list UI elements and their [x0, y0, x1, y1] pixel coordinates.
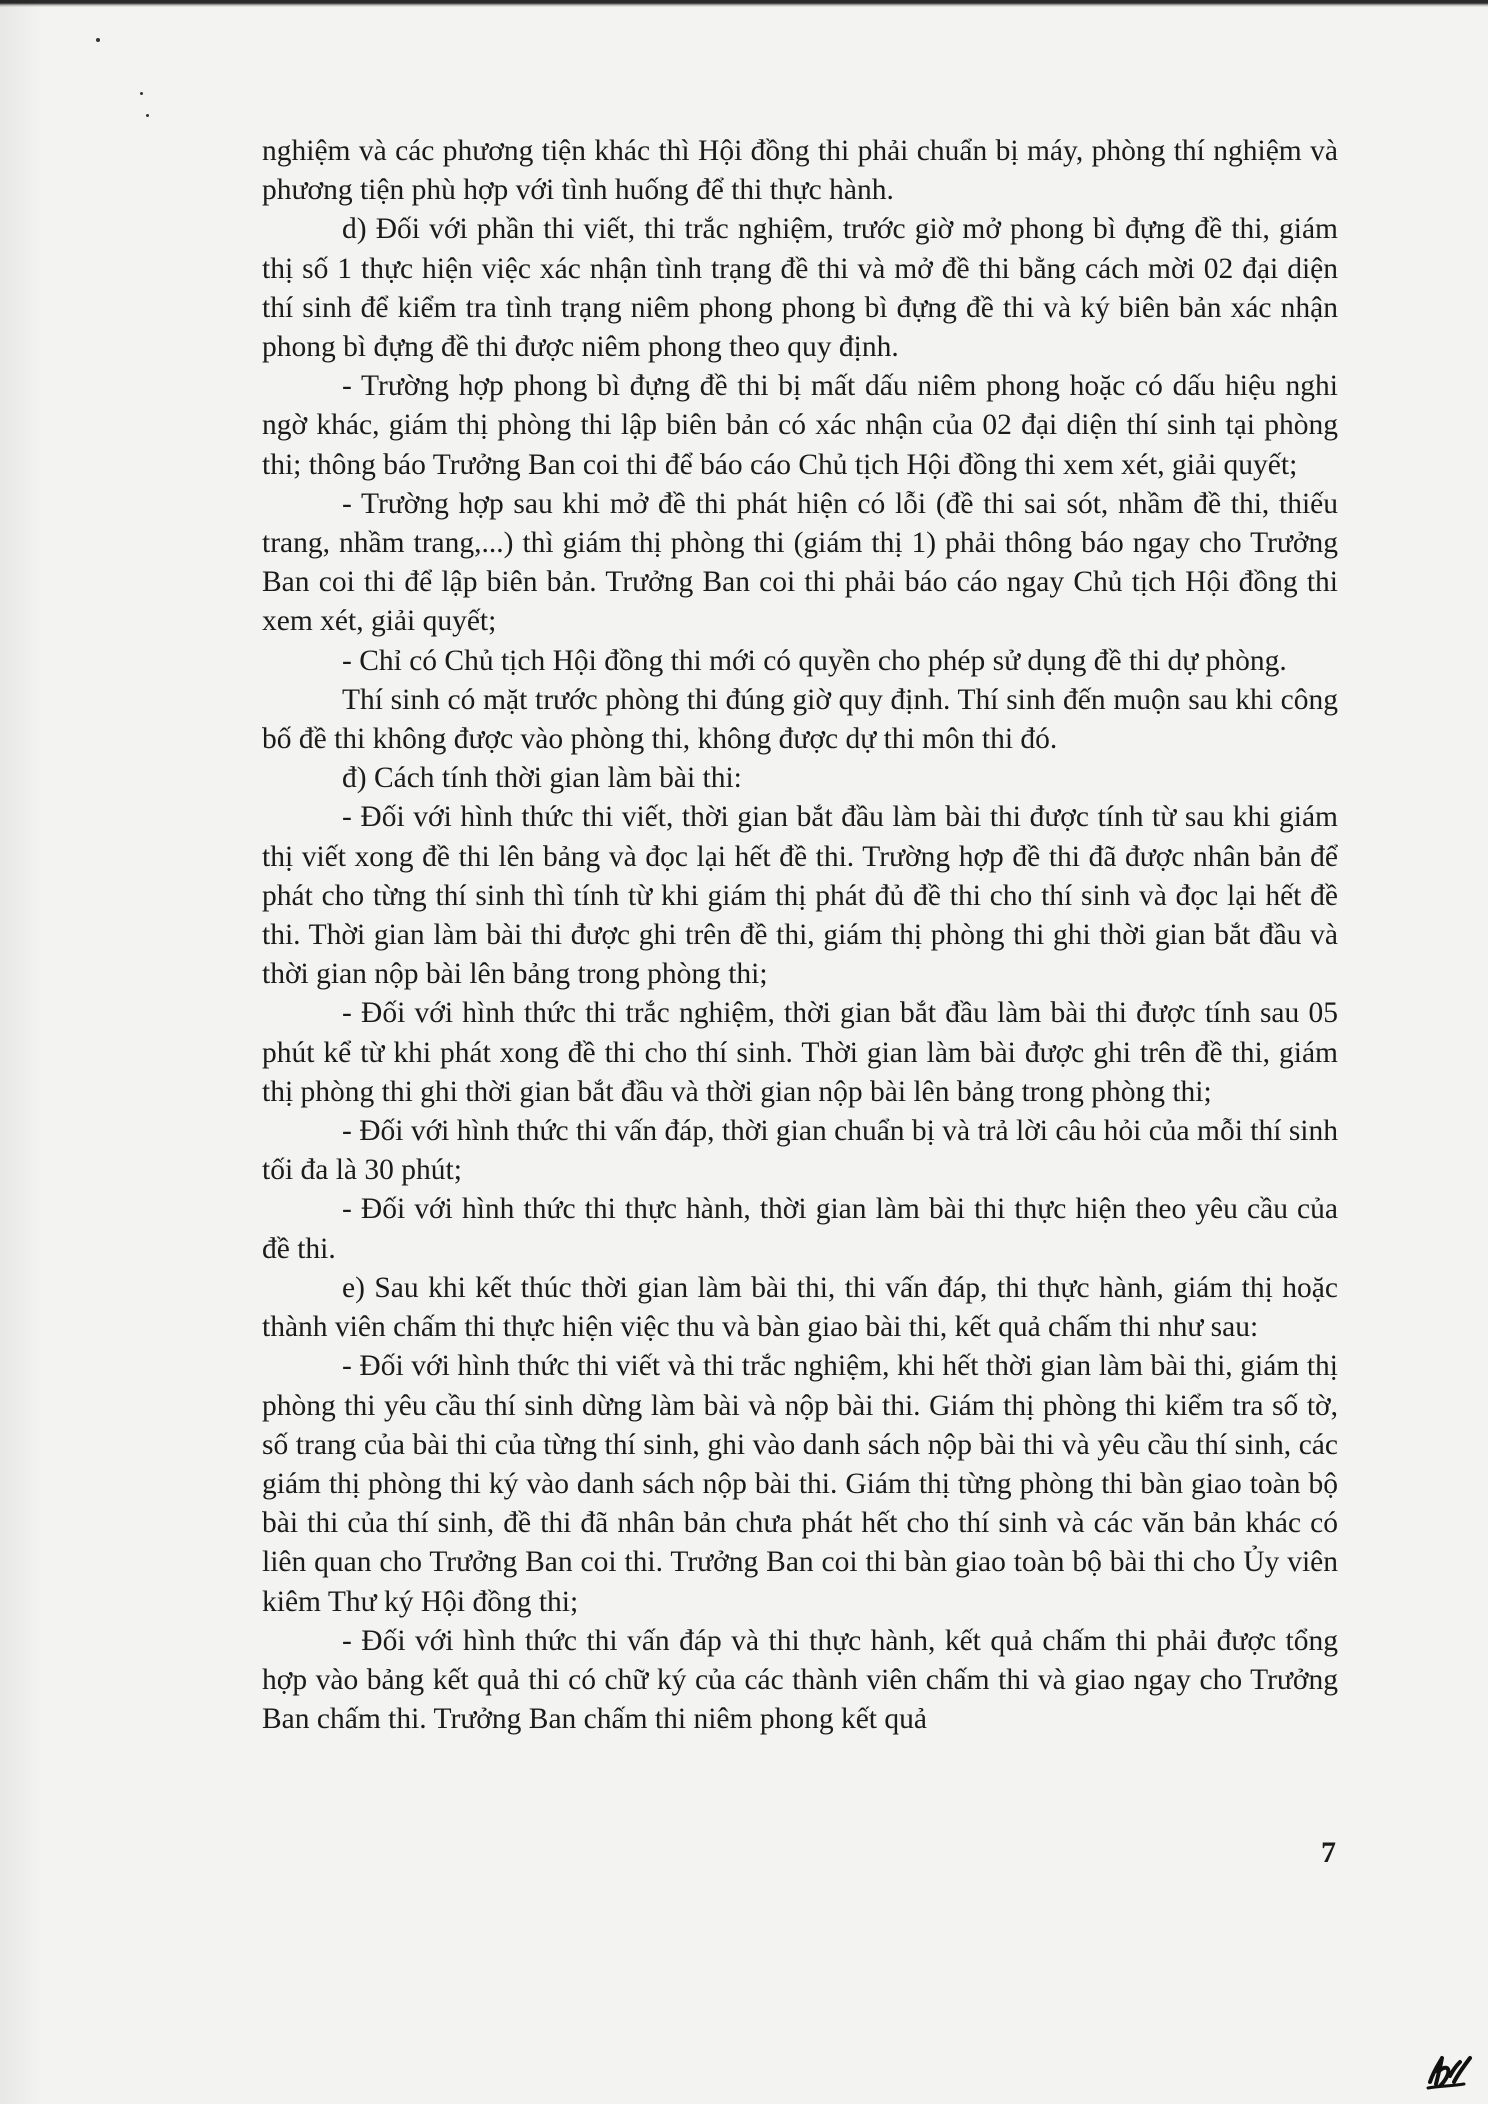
scan-speck	[96, 38, 100, 42]
paragraph: d) Đối với phần thi viết, thi trắc nghiệm, trước giờ mở phong bì đựng đề thi, giám thị số 1 thực hiện việc xác nhận tình trạng đề thi và mở đề thi bằng cách mời 02 đại diện thí sinh để kiểm tra tình trạng niêm phong phong bì đựng đề thi và ký biên bản xác nhận phong bì đựng đề thi được niêm phong theo quy định.	[262, 213, 1338, 364]
paragraph: - Đối với hình thức thi viết và thi trắc nghiệm, khi hết thời gian làm bài thi, giám thị phòng thi yêu cầu thí sinh dừng làm bài và nộp bài thi. Giám thị phòng thi kiểm tra số tờ, số trang của bài thi của từng thí sinh, ghi vào danh sách nộp bài thi và yêu cầu thí sinh, các giám thị phòng thi ký vào danh sách nộp bài thi. Giám thị từng phòng thi bàn giao toàn bộ bài thi của thí sinh, đề thi đã nhân bản chưa phát hết cho thí sinh và các văn bản khác có liên quan cho Trưởng Ban coi thi. Trưởng Ban coi thi bàn giao toàn bộ bài thi cho Ủy viên kiêm Thư ký Hội đồng thi;	[262, 1350, 1338, 1618]
page-number: 7	[1321, 1836, 1336, 1869]
scan-speck	[146, 114, 149, 117]
scan-left-shadow	[0, 0, 42, 2104]
scan-speck	[140, 92, 143, 95]
paragraph: - Đối với hình thức thi trắc nghiệm, thời gian bắt đầu làm bài thi được tính sau 05 phút kể từ khi phát xong đề thi cho thí sinh. Thời gian làm bài được ghi trên đề thi, giám thị phòng thi ghi thời gian bắt đầu và thời gian nộp bài lên bảng trong phòng thi;	[262, 997, 1338, 1108]
paragraph: - Trường hợp sau khi mở đề thi phát hiện có lỗi (đề thi sai sót, nhầm đề thi, thiếu trang, nhầm trang,...) thì giám thị phòng thi (giám thị 1) phải thông báo ngay cho Trưởng Ban coi thi để lập biên bản. Trưởng Ban coi thi phải báo cáo ngay Chủ tịch Hội đồng thi xem xét, giải quyết;	[262, 487, 1338, 638]
paragraph: đ) Cách tính thời gian làm bài thi:	[342, 762, 742, 795]
paragraph: e) Sau khi kết thúc thời gian làm bài thi, thi vấn đáp, thi thực hành, giám thị hoặc thành viên chấm thi thực hiện việc thu và bàn giao bài thi, kết quả chấm thi như sau:	[262, 1271, 1338, 1344]
paragraph: - Đối với hình thức thi vấn đáp và thi thực hành, kết quả chấm thi phải được tổng hợp vào bảng kết quả thi có chữ ký của các thành viên chấm thi và giao ngay cho Trưởng Ban chấm thi. Trưởng Ban chấm thi niêm phong kết quả	[262, 1624, 1338, 1736]
paragraph: - Trường hợp phong bì đựng đề thi bị mất dấu niêm phong hoặc có dấu hiệu nghi ngờ khác, giám thị phòng thi lập biên bản có xác nhận của 02 đại diện thí sinh tại phòng thi; thông báo Trưởng Ban coi thi để báo cáo Chủ tịch Hội đồng thi xem xét, giải quyết;	[262, 370, 1338, 481]
paragraph: - Đối với hình thức thi vấn đáp, thời gian chuẩn bị và trả lời câu hỏi của mỗi thí sinh tối đa là 30 phút;	[262, 1115, 1338, 1187]
paragraph: - Đối với hình thức thi thực hành, thời gian làm bài thi thực hiện theo yêu cầu của đề thi.	[262, 1193, 1338, 1265]
paragraph: Thí sinh có mặt trước phòng thi đúng giờ quy định. Thí sinh đến muộn sau khi công bố đề thi không được vào phòng thi, không được dự thi môn thi đó.	[262, 683, 1338, 756]
paragraph: - Đối với hình thức thi viết, thời gian bắt đầu làm bài thi được tính từ sau khi giám thị viết xong đề thi lên bảng và đọc lại hết đề thi. Trường hợp đề thi đã được nhân bản để phát cho từng thí sinh thì tính từ khi giám thị phát đủ đề thi cho thí sinh và đọc lại hết đề thi. Thời gian làm bài thi được ghi trên đề thi, giám thị phòng thi ghi thời gian bắt đầu và thời gian nộp bài lên bảng trong phòng thi;	[262, 801, 1338, 991]
paragraph: nghiệm và các phương tiện khác thì Hội đồng thi phải chuẩn bị máy, phòng thí nghiệm và phương tiện phù hợp với tình huống để thi thực hành.	[262, 135, 1338, 207]
paragraph: - Chỉ có Chủ tịch Hội đồng thi mới có quyền cho phép sử dụng đề thi dự phòng.	[342, 644, 1287, 677]
document-body	[262, 132, 1338, 1739]
handwritten-initials	[1424, 2052, 1476, 2092]
scan-top-edge	[0, 0, 1488, 7]
